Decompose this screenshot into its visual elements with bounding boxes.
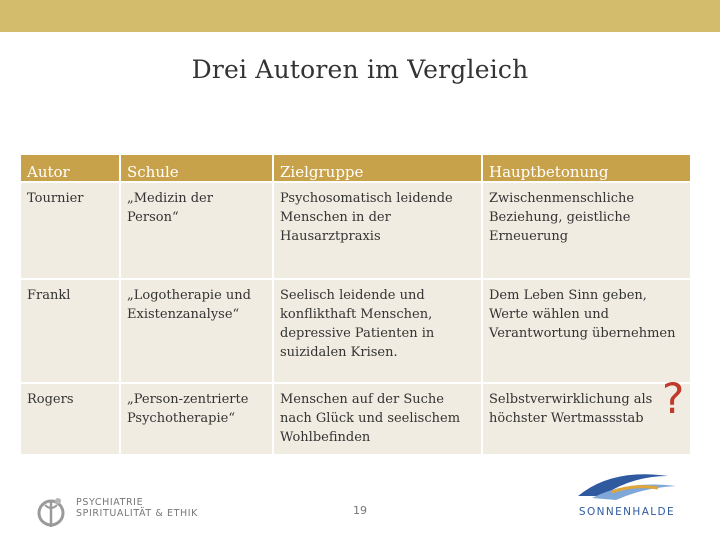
table-row — [21, 278, 690, 382]
psychiatrie-logo — [36, 495, 216, 529]
top-bar — [0, 0, 720, 32]
cell-zielgruppe: Seelisch leidende und konflikthaft Menschen, depressive Patienten in suizidalen Krisen. — [274, 278, 483, 382]
header-zielgruppe: Zielgruppe — [274, 155, 483, 181]
slide-title: Drei Autoren im Vergleich — [191, 55, 529, 84]
table-header-row — [21, 155, 690, 181]
cell-hauptbetonung: Dem Leben Sinn geben, Werte wählen und Verantwortung übernehmen — [483, 278, 690, 382]
header-hauptbetonung: Hauptbetonung — [483, 155, 690, 181]
question-mark-annotation: ? — [662, 374, 685, 423]
psychiatrie-logo-icon — [36, 495, 72, 529]
cell-schule: „Medizin der Person“ — [121, 181, 274, 278]
psychiatrie-logo-line1: PSYCHIATRIE — [76, 497, 144, 508]
table-row — [21, 181, 690, 278]
cell-zielgruppe: Psychosomatisch leidende Menschen in der Hausarztpraxis — [274, 181, 483, 278]
header-schule: Schule — [121, 155, 274, 181]
cell-autor: Rogers — [21, 382, 121, 454]
table-row — [21, 382, 690, 454]
sonnenhalde-logo — [572, 462, 682, 522]
sonnenhalde-logo-icon — [572, 462, 682, 506]
psychiatrie-logo-line2: SPIRITUALITÄT & ETHIK — [76, 508, 198, 519]
cell-zielgruppe: Menschen auf der Suche nach Glück und seelischem Wohlbefinden — [274, 382, 483, 454]
cell-schule: „Logotherapie und Existenzanalyse“ — [121, 278, 274, 382]
comparison-table — [21, 155, 690, 454]
cell-schule: „Person-zentrierte Psychotherapie“ — [121, 382, 274, 454]
page-number: 19 — [353, 504, 367, 517]
cell-hauptbetonung: Zwischenmenschliche Beziehung, geistliche Erneuerung — [483, 181, 690, 278]
header-autor: Autor — [21, 155, 121, 181]
cell-hauptbetonung: Selbstverwirklichung als höchster Wertmassstab — [483, 382, 690, 454]
cell-autor: Tournier — [21, 181, 121, 278]
cell-autor: Frankl — [21, 278, 121, 382]
sonnenhalde-logo-text: SONNENHALDE — [578, 506, 676, 518]
